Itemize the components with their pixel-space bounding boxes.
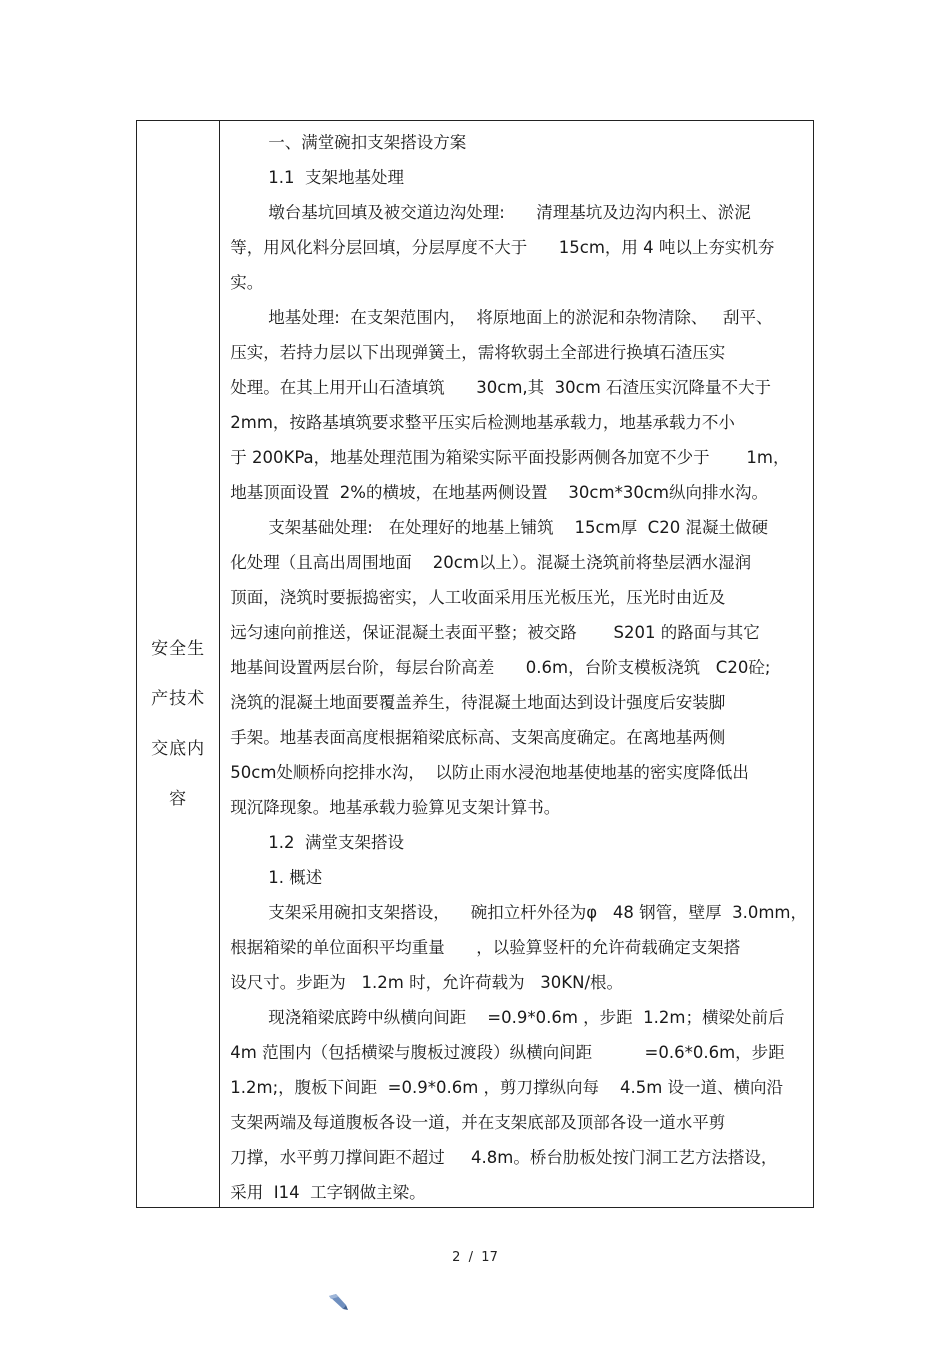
text-line: 手架。地基表面高度根据箱梁底标高、支架高度确定。在离地基两侧 [230,728,726,747]
text-line: 墩台基坑回填及被交道边沟处理: 清理基坑及边沟内积土、淤泥 [268,203,751,222]
text-line: 等，用风化料分层回填，分层厚度不大于 15cm，用 4 吨以上夯实机夯 [230,238,775,257]
text-line: 于 200KPa，地基处理范围为箱梁实际平面投影两侧各加宽不少于 1m， [230,448,790,467]
text-line: 地基顶面设置 2%的横坡，在地基两侧设置 30cm*30cm纵向排水沟。 [230,483,768,502]
text-line: 设尺寸。步距为 1.2m 时，允许荷载为 30KN/根。 [230,973,624,992]
text-line: 1. 概述 [268,868,323,887]
content-text-cell [220,121,813,1207]
content-table [136,120,814,1208]
text-line: 刀撑，水平剪刀撑间距不超过 4.8m。桥台肋板处按门洞工艺方法搭设， [230,1148,778,1167]
text-line: 一、满堂碗扣支架搭设方案 [268,133,467,152]
text-line: 地基处理: 在支架范围内， 将原地面上的淤泥和杂物清除、 刮平、 [268,308,773,327]
section-label-cell [137,121,220,1207]
text-line: 采用 I14 工字钢做主梁。 [230,1183,426,1202]
text-line: 地基间设置两层台阶，每层台阶高差 0.6m，台阶支模板浇筑 C20砼; [230,658,771,677]
text-line: 支架采用碗扣支架搭设， 碗扣立杆外径为φ 48 钢管，壁厚 3.0mm， [268,903,807,922]
section-label-line: 安全生 [151,639,206,659]
text-line: 现浇箱梁底跨中纵横向间距 =0.9*0.6m ，步距 1.2m；横梁处前后 [268,1008,785,1027]
section-label-line: 容 [169,789,188,809]
text-line: 现沉降现象。地基承载力验算见支架计算书。 [230,798,561,817]
text-line: 压实，若持力层以下出现弹簧土，需将软弱土全部进行换填石渣压实 [230,343,726,362]
text-line: 支架两端及每道腹板各设一道，并在支架底部及顶部各设一道水平剪 [230,1113,726,1132]
text-line: 实。 [230,273,264,292]
text-line: 远匀速向前推送，保证混凝土表面平整；被交路 S201 的路面与其它 [230,623,760,642]
text-line: 4m 范围内（包括横梁与腹板过渡段）纵横向间距 =0.6*0.6m，步距 [230,1043,785,1062]
text-line: 顶面，浇筑时要振捣密实，人工收面采用压光板压光，压光时由近及 [230,588,726,607]
page-number: 2 / 17 [452,1250,498,1265]
text-line: 1.2 满堂支架搭设 [268,833,405,852]
text-line: 2mm，按路基填筑要求整平压实后检测地基承载力，地基承载力不小 [230,413,735,432]
text-line: 化处理（且高出周围地面 20cm以上）。混凝土浇筑前将垫层洒水湿润 [230,553,752,572]
text-line: 支架基础处理: 在处理好的地基上铺筑 15cm厚 C20 混凝土做硬 [268,518,768,537]
text-line: 处理。在其上用开山石渣填筑 30cm,其 30cm 石渣压实沉降量不大于 [230,378,772,397]
text-line: 50cm处顺桥向挖排水沟， 以防止雨水浸泡地基使地基的密实度降低出 [230,763,749,782]
text-line: 浇筑的混凝土地面要覆盖养生，待混凝土地面达到设计强度后安装脚 [230,693,726,712]
text-line: 根据箱梁的单位面积平均重量 ，以验算竖杆的允许荷载确定支架搭 [230,938,741,957]
text-line: 1.2m;，腹板下间距 =0.9*0.6m ，剪刀撑纵向每 4.5m 设一道、横向沿 [230,1078,784,1097]
section-label-line: 交底内 [151,739,206,759]
text-line: 1.1 支架地基处理 [268,168,405,187]
section-label-line: 产技术 [151,689,206,709]
pen-icon [326,1290,350,1314]
